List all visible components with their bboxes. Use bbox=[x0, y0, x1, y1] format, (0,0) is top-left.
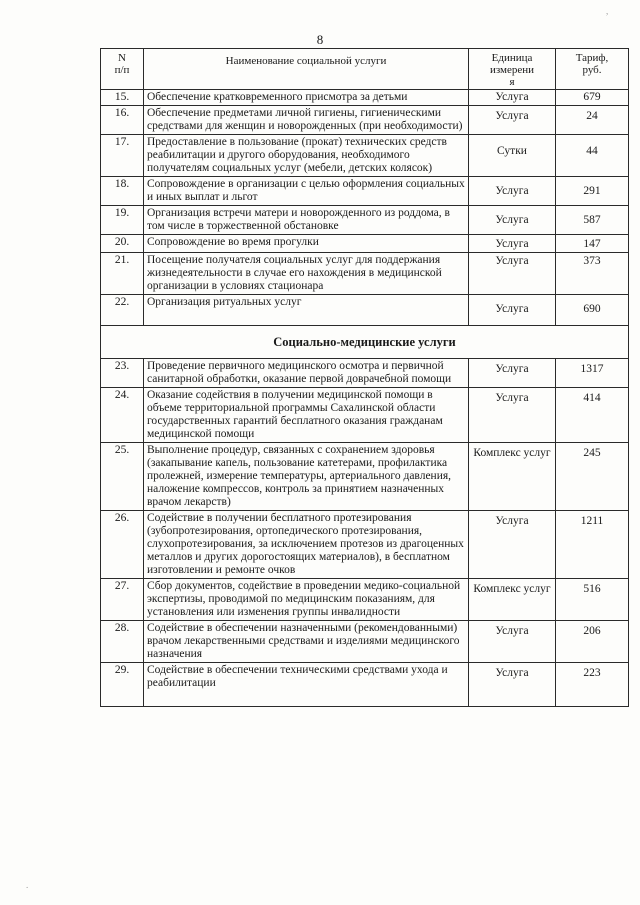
service-unit: Услуга bbox=[469, 253, 556, 295]
service-name: Содействие в обеспечении назначенными (рекомендованными) врачом лекарственными средствами и изделиями медицинского назначения bbox=[144, 621, 469, 663]
table-row bbox=[101, 579, 629, 621]
table-row bbox=[101, 206, 629, 235]
service-tariff: 206 bbox=[556, 621, 629, 663]
table-row bbox=[101, 621, 629, 663]
page-number: 8 bbox=[316, 32, 324, 47]
service-tariff: 587 bbox=[556, 206, 629, 235]
service-tariff: 223 bbox=[556, 663, 629, 707]
table-row bbox=[101, 90, 629, 106]
service-tariff: 679 bbox=[556, 90, 629, 106]
header-tariff: Тариф, руб. bbox=[556, 49, 629, 90]
row-number: 18. bbox=[101, 177, 144, 206]
service-name: Содействие в обеспечении техническими средствами ухода и реабилитации bbox=[144, 663, 469, 707]
header-number: N п/п bbox=[101, 49, 144, 90]
row-number: 23. bbox=[101, 359, 144, 388]
service-tariff: 44 bbox=[556, 135, 629, 177]
service-tariff: 24 bbox=[556, 106, 629, 135]
row-number: 24. bbox=[101, 388, 144, 443]
service-unit: Услуга bbox=[469, 663, 556, 707]
service-name: Проведение первичного медицинского осмотра и первичной санитарной обработки, оказание первой доврачебной помощи bbox=[144, 359, 469, 388]
section-row bbox=[101, 326, 629, 359]
row-number: 29. bbox=[101, 663, 144, 707]
row-number: 28. bbox=[101, 621, 144, 663]
header-service-name: Наименование социальной услуги bbox=[144, 49, 469, 90]
service-tariff: 291 bbox=[556, 177, 629, 206]
row-number: 16. bbox=[101, 106, 144, 135]
row-number: 19. bbox=[101, 206, 144, 235]
section-title: Социально-медицинские услуги bbox=[101, 326, 629, 359]
row-number: 20. bbox=[101, 235, 144, 253]
service-unit: Услуга bbox=[469, 295, 556, 326]
service-name: Сопровождение во время прогулки bbox=[144, 235, 469, 253]
table-row bbox=[101, 443, 629, 511]
service-name: Сопровождение в организации с целью оформления социальных и иных выплат и льгот bbox=[144, 177, 469, 206]
service-name: Содействие в получении бесплатного протезирования (зубопротезирования, ортопедического протезирования, слухопротезирования, за исключением протезов из драгоценных металлов и других дорогостоящих материалов), в бесплатном изготовлении и ремонте очков bbox=[144, 511, 469, 579]
service-tariff: 414 bbox=[556, 388, 629, 443]
service-tariff: 245 bbox=[556, 443, 629, 511]
service-unit: Услуга bbox=[469, 621, 556, 663]
service-name: Оказание содействия в получении медицинской помощи в объеме территориальной программы Сахалинской области государственных гарантий бесплатного оказания гражданам медицинской помощи bbox=[144, 388, 469, 443]
service-name: Обеспечение кратковременного присмотра за детьми bbox=[144, 90, 469, 106]
scan-speck: , bbox=[606, 6, 609, 16]
table-row bbox=[101, 359, 629, 388]
service-unit: Услуга bbox=[469, 206, 556, 235]
table-row bbox=[101, 135, 629, 177]
tariff-table bbox=[100, 48, 629, 707]
service-name: Выполнение процедур, связанных с сохранением здоровья (закапывание капель, пользование катетерами, профилактика пролежней, измерение температуры, артериального давления, наложение компрессов, контроль за принятием назначенных врачом лекарств) bbox=[144, 443, 469, 511]
row-number: 27. bbox=[101, 579, 144, 621]
scan-speck: . bbox=[26, 880, 29, 890]
table-row bbox=[101, 106, 629, 135]
table-row bbox=[101, 511, 629, 579]
service-tariff: 1211 bbox=[556, 511, 629, 579]
service-unit: Услуга bbox=[469, 90, 556, 106]
table-row bbox=[101, 177, 629, 206]
service-name: Обеспечение предметами личной гигиены, гигиеническими средствами для женщин и новорожденных (при необходимости) bbox=[144, 106, 469, 135]
table-row bbox=[101, 235, 629, 253]
service-unit: Услуга bbox=[469, 177, 556, 206]
service-unit: Услуга bbox=[469, 511, 556, 579]
table-row bbox=[101, 295, 629, 326]
service-unit: Комплекс услуг bbox=[469, 579, 556, 621]
service-unit: Комплекс услуг bbox=[469, 443, 556, 511]
row-number: 15. bbox=[101, 90, 144, 106]
service-tariff: 1317 bbox=[556, 359, 629, 388]
row-number: 21. bbox=[101, 253, 144, 295]
service-tariff: 690 bbox=[556, 295, 629, 326]
service-name: Предоставление в пользование (прокат) технических средств реабилитации и другого оборудования, необходимого получателям социальных услуг (мебели, детских колясок) bbox=[144, 135, 469, 177]
table-row bbox=[101, 663, 629, 707]
table-row bbox=[101, 253, 629, 295]
service-name: Посещение получателя социальных услуг для поддержания жизнедеятельности в случае его нахождения в медицинской организации в условиях стационара bbox=[144, 253, 469, 295]
row-number: 17. bbox=[101, 135, 144, 177]
service-tariff: 516 bbox=[556, 579, 629, 621]
service-unit: Услуга bbox=[469, 106, 556, 135]
service-tariff: 373 bbox=[556, 253, 629, 295]
service-name: Организация ритуальных услуг bbox=[144, 295, 469, 326]
service-unit: Услуга bbox=[469, 235, 556, 253]
table-header-row bbox=[101, 49, 629, 90]
service-name: Организация встречи матери и новорожденного из роддома, в том числе в торжественной обстановке bbox=[144, 206, 469, 235]
service-unit: Услуга bbox=[469, 388, 556, 443]
service-tariff: 147 bbox=[556, 235, 629, 253]
service-unit: Услуга bbox=[469, 359, 556, 388]
service-unit: Сутки bbox=[469, 135, 556, 177]
row-number: 22. bbox=[101, 295, 144, 326]
row-number: 25. bbox=[101, 443, 144, 511]
header-unit: Единица измерени я bbox=[469, 49, 556, 90]
row-number: 26. bbox=[101, 511, 144, 579]
service-name: Сбор документов, содействие в проведении медико-социальной экспертизы, проводимой по медицинским показаниям, для установления или изменения группы инвалидности bbox=[144, 579, 469, 621]
table-row bbox=[101, 388, 629, 443]
